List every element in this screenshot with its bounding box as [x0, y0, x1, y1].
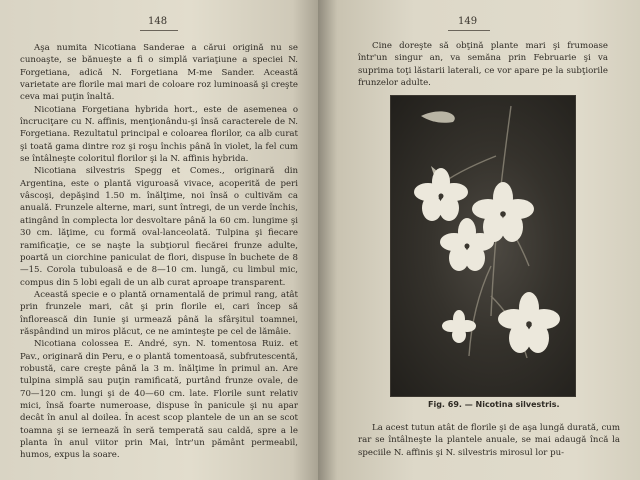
right-top-text: [358, 40, 608, 89]
paragraph-colossea: Nicotiana colossea E. André, syn. N. tomentosa Ruiz. et Pav., originară din Peru, e o plantă tomentoasă, subfrutescentă, robustă, care creşte până la 3 m. înălţime în primul an. Are tulpina simplă sau puţin ramificată, purtând frunze ovale, de 70—120 cm. lungi şi de 40—60 cm. late. Florile sunt relativ mici, însă foarte numeroase, dispuse în panicule şi nu apar decât în anul al doilea. În acest scop plantele de un an se scot toamna şi se iernează în seră temperată sau caldă, spre a le planta în anul viitor prin Mai, într'un pământ permeabil, humos, expus la soare.: [20, 339, 298, 461]
left-page: [0, 0, 318, 480]
right-header-rule: [448, 30, 490, 31]
nicotiana-photo: [390, 95, 576, 397]
left-page-text: [20, 42, 298, 462]
paragraph-ornamental: Această specie e o plantă ornamentală de primul rang, atât prin frunzele mari, cât şi prin florile ei, cari încep să înflorească din Iunie şi urmează până la sfârşitul toamnei, răspândind un miros plăcut, ce ne aminteşte pe cel de lămâie.: [20, 289, 298, 337]
flower-illustration: [391, 96, 575, 396]
right-page-number: 149: [458, 16, 478, 27]
paragraph-sowing: Cine doreşte să obţină plante mari şi frumoase într'un singur an, va semăna prin Februarie şi va suprima toţi lăstarii laterali, ce vor apare pe la subţiorile frunzelor adulte.: [358, 41, 608, 89]
paragraph-fragrance: La acest tutun atât de florile şi de aşa lungă durată, cum rar se întâlneşte la plantele anuale, se mai adaugă încă la speciile N. affinis şi N. silvestris mirosul lor pu-: [358, 423, 620, 458]
paragraph-forgetiana-hybrida: Nicotiana Forgetiana hybrida hort., este de asemenea o încruciţare cu N. affinis, menţionându-şi însă caracterele de N. Forgetiana. Rezultatul principal e coloarea florilor, ca alb curat şi toată gama dintre roz şi roşu închis până în violet, la fel cum se întâlneşte coloritul florilor şi la N. affinis hybrida.: [20, 104, 298, 165]
right-bottom-text: [358, 422, 620, 459]
figure-caption: Fig. 69. — Nicotina silvestris.: [428, 400, 560, 409]
left-page-number: 148: [148, 16, 168, 27]
left-header-rule: [140, 30, 178, 31]
paragraph-sanderae: Aşa numita Nicotiana Sanderae a cărui origină nu se cunoaşte, se bănueşte a fi o simplă variaţiune a speciei N. Forgetiana, adică N. Forgetiana M-me Sander. Această varietate are florile mai mari de coloare roz luminoasă şi creşte ceva mai puţin înaltă.: [20, 43, 298, 103]
paragraph-silvestris: Nicotiana silvestris Spegg et Comes., originară din Argentina, este o plantă viguroasă vivace, acoperită de peri vâscoşi, depăşind 1.50 m. înălţime, noi însă o cultivăm ca anuală. Frunzele alterne, mari, sunt întregi, de un verde închis, atingând în complecta lor desvoltare până la 60 cm. lungime şi 30 cm. lăţime, cu formă oval-lanceolată. Tulpina şi fiecare ramificaţie, ce se naşte la subţiorul fiecărei frunze adulte, poartă un ciorchine paniculat de flori, dispuse în buchete de 8—15. Corola tubuloasă e de 8—10 cm. lungă, cu limbul mic, compus din 5 lobi egali de un alb curat aproape transparent.: [20, 166, 298, 288]
